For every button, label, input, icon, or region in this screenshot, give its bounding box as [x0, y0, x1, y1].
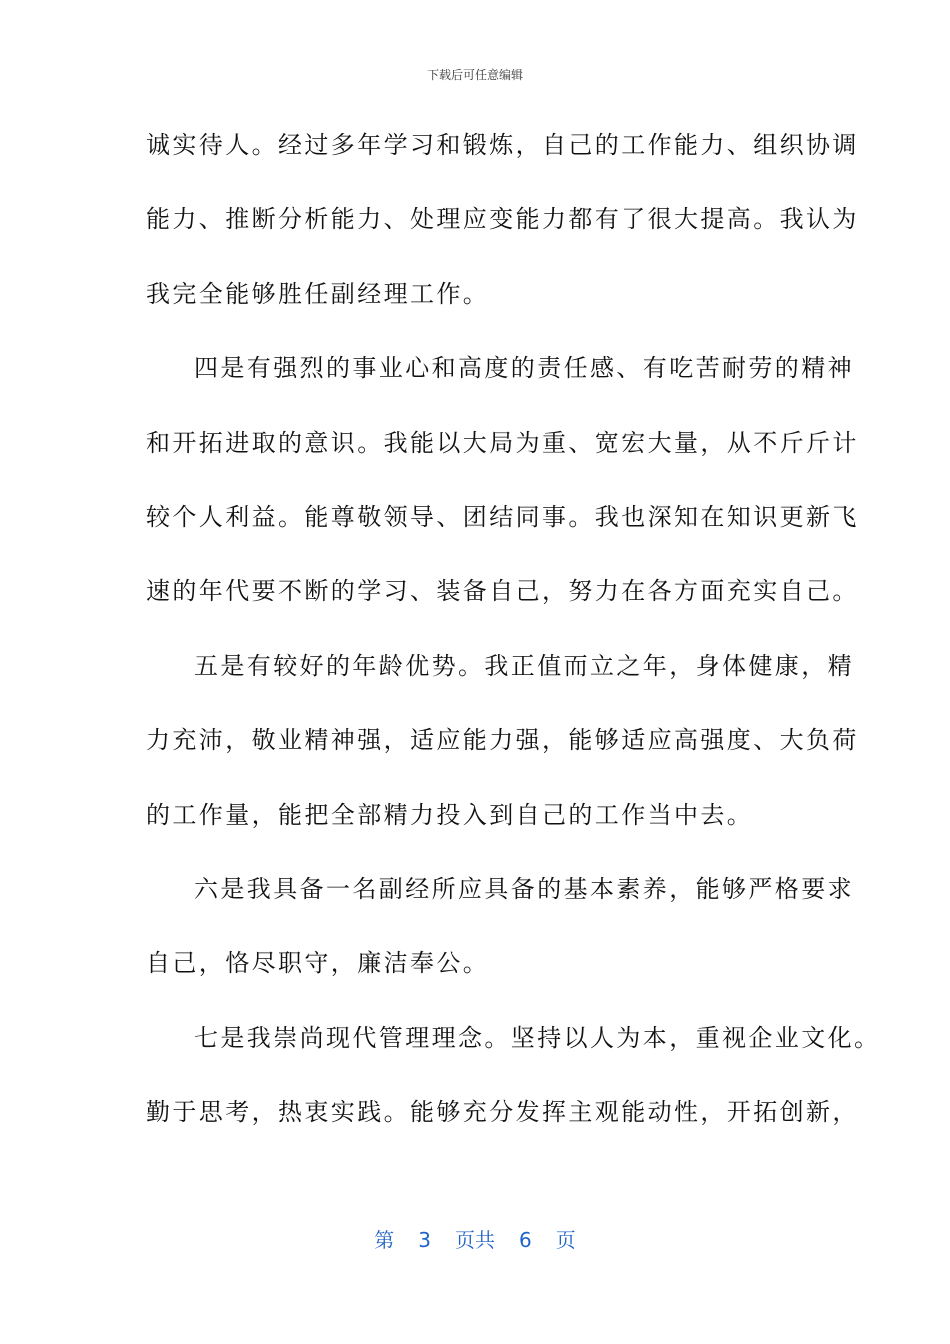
page-footer: [0, 1224, 950, 1253]
text-line: 能力、推断分析能力、处理应变能力都有了很大提高。我认为: [146, 205, 859, 234]
footer-middle: 页共: [455, 1228, 495, 1252]
header-note: 下载后可任意编辑: [426, 68, 523, 82]
body-text: [146, 118, 881, 1159]
text-line: 较个人利益。能尊敬领导、团结同事。我也深知在知识更新飞: [146, 502, 859, 531]
text-line: 自己，恪尽职守，廉洁奉公。: [146, 949, 490, 978]
footer-prefix: 第: [374, 1228, 395, 1252]
text-line: 力充沛，敬业精神强，适应能力强，能够适应高强度、大负荷: [146, 726, 859, 755]
text-line: 的工作量，能把全部精力投入到自己的工作当中去。: [146, 800, 754, 829]
paragraph-start-line: 五是有较好的年龄优势。我正值而立之年，身体健康，精: [194, 651, 854, 680]
paragraph-start-line: 七是我崇尚现代管理理念。坚持以人为本，重视企业文化。: [194, 1023, 881, 1052]
text-line: 诚实待人。经过多年学习和锻炼，自己的工作能力、组织协调: [146, 131, 859, 159]
footer-suffix: 页: [555, 1228, 576, 1252]
text-line: 我完全能够胜任副经理工作。: [146, 279, 490, 308]
text-line: 勤于思考，热衷实践。能够充分发挥主观能动性，开拓创新，: [146, 1098, 859, 1127]
paragraph-start-line: 六是我具备一名副经所应具备的基本素养，能够严格要求: [194, 874, 854, 903]
text-line: 速的年代要不断的学习、装备自己，努力在各方面充实自己。: [146, 577, 859, 606]
paragraph-start-line: 四是有强烈的事业心和高度的责任感、有吃苦耐劳的精神: [194, 354, 854, 383]
current-page-number: 3: [418, 1228, 431, 1252]
total-pages-number: 6: [519, 1228, 532, 1252]
text-line: 和开拓进取的意识。我能以大局为重、宽宏大量，从不斤斤计: [146, 428, 859, 457]
